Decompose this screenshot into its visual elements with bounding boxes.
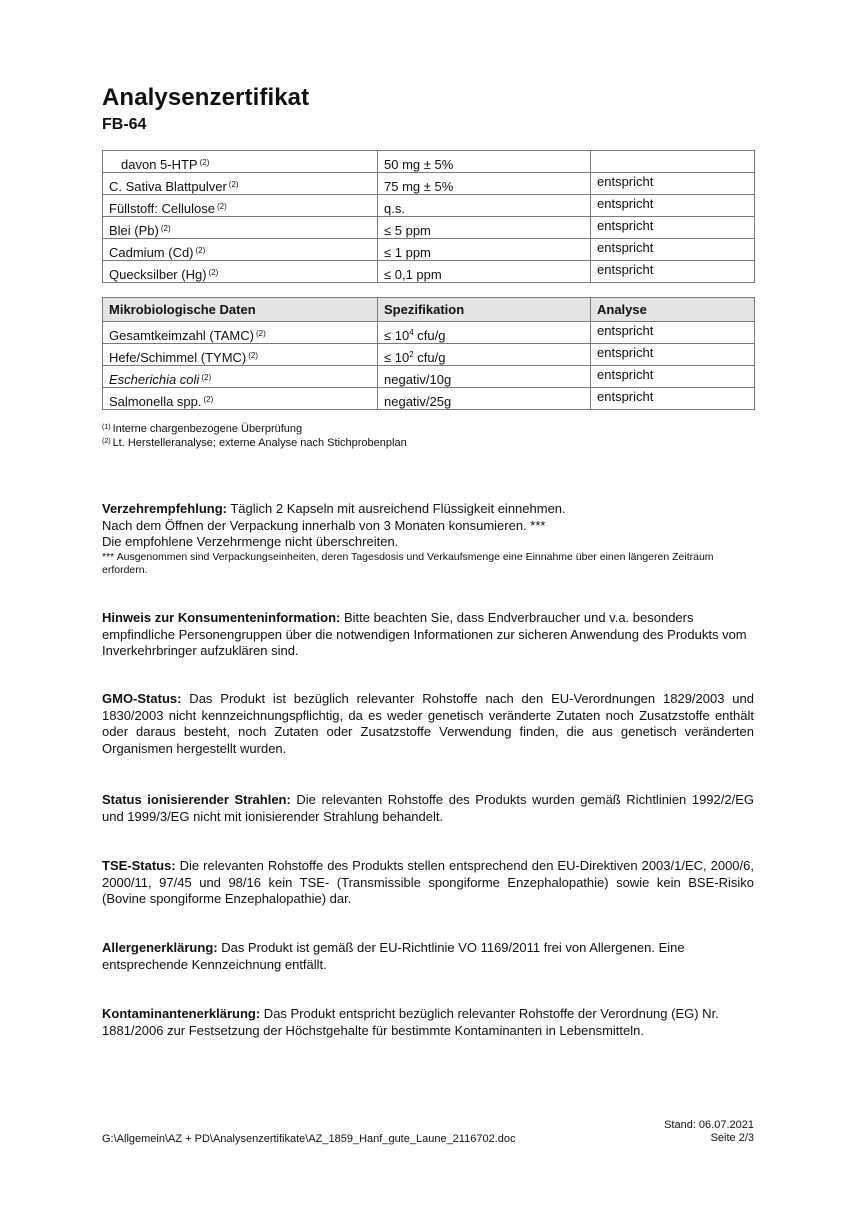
table-row (103, 151, 755, 173)
row-spec: 75 mg ± 5% (378, 173, 591, 195)
document-title: Analysenzertifikat (102, 84, 310, 111)
row-name: Quecksilber (Hg) $^{(2)}$ (103, 261, 378, 283)
section-label: Verzehrempfehlung: (102, 501, 227, 516)
section-label: Kontaminantenerklärung: (102, 1006, 261, 1021)
footnote-2: $^{(2)}$ Lt. Herstelleranalyse; externe Analyse nach Stichprobenplan (102, 437, 407, 449)
row-name: Blei (Pb) $^{(2)}$ (103, 217, 378, 239)
table-row (103, 388, 755, 410)
composition-table (102, 150, 755, 283)
kontaminantenerklaerung-section: Kontaminantenerklärung: Das Produkt entspricht bezüglich relevanter Rohstoffe der Verordnung (EG) Nr. 1881/2006 zur Festsetzung der Höchstgehalte für bestimmte Kontaminanten in Lebensmitteln. (102, 1006, 719, 1038)
row-analysis: entspricht (591, 322, 755, 344)
verzehr-note: *** Ausgenommen sind Verpackungseinheiten, deren Tagesdosis und Verkaufsmenge eine Einnahme über einen längeren Zeitraum erfordern. (102, 550, 714, 576)
footnote-1: $^{(1)}$ Interne chargenbezogene Überprüfung (102, 423, 303, 435)
table-row (103, 239, 755, 261)
section-label: TSE-Status: (102, 858, 176, 873)
table-row (103, 344, 755, 366)
section-label: Allergenerklärung: (102, 940, 218, 955)
row-spec: ≤ $10^4$ cfu/g (378, 322, 591, 344)
table-row (103, 261, 755, 283)
row-analysis: entspricht (591, 388, 755, 410)
header-mikrobiologische-daten: Mikrobiologische Daten (103, 298, 378, 322)
section-label: Hinweis zur Konsumenteninformation: (102, 610, 341, 625)
row-name: Füllstoff: Cellulose $^{(2)}$ (103, 195, 378, 217)
gmo-status-section: GMO-Status: Das Produkt ist bezüglich relevanter Rohstoffe nach den EU-Verordnungen 1829/2003 und 1830/2003 nicht kennzeichnungspflichtig, da es weder genetisch veränderte Zutaten noch Zusatzstoffe enthält oder daraus besteht, noch Zutaten oder Zusatzstoffe Verwendung finden, die aus genetisch veränderten Organismen hergestellt wurden. (102, 691, 754, 756)
table-row (103, 366, 755, 388)
row-name: Cadmium (Cd) $^{(2)}$ (103, 239, 378, 261)
row-spec: 50 mg ± 5% (378, 151, 591, 173)
tse-status-section: TSE-Status: Die relevanten Rohstoffe des Produkts stellen entsprechend den EU-Direktiven 2003/1/EC, 2000/6, 2000/11, 97/45 und 98/16 kein TSE- (Transmissible spongiforme Enzephalopathie) sowie kein BSE-Risiko (Bovine spongiforme Enzephalopathie) dar. (102, 858, 754, 906)
row-spec: ≤ 5 ppm (378, 217, 591, 239)
strahlen-status-section: Status ionisierender Strahlen: Die relevanten Rohstoffe des Produkts wurden gemäß Richtlinien 1992/2/EG und 1999/3/EG nicht mit ionisierender Strahlung behandelt. (102, 792, 755, 824)
row-spec: ≤ 0,1 ppm (378, 261, 591, 283)
row-spec: ≤ $10^2$ cfu/g (378, 344, 591, 366)
row-analysis: entspricht (591, 261, 755, 283)
row-name: Salmonella spp. $^{(2)}$ (103, 388, 378, 410)
table-row (103, 322, 755, 344)
row-analysis: entspricht (591, 173, 755, 195)
row-name: Hefe/Schimmel (TYMC) $^{(2)}$ (103, 344, 378, 366)
stand-date: Stand: 06.07.2021 (664, 1119, 754, 1131)
row-analysis: entspricht (591, 239, 755, 261)
table-row (103, 217, 755, 239)
section-label: Status ionisierender Strahlen: (102, 792, 291, 807)
allergenerklaerung-section: Allergenerklärung: Das Produkt ist gemäß der EU-Richtlinie VO 1169/2011 frei von Allergenen. Eine entsprechende Kennzeichnung entfällt. (102, 940, 685, 972)
verzehrempfehlung-section: Verzehrempfehlung: Täglich 2 Kapseln mit ausreichend Flüssigkeit einnehmen. Nach dem Öffnen der Verpackung innerhalb von 3 Monaten konsumieren. *** Die empfohlene Verzehrmenge nicht überschreiten. *** Ausgenommen sind Verpackungseinheiten, deren Tagesdosis und Verkaufsmenge eine Einnahme über einen längeren Zeitraum erfordern. (102, 501, 754, 577)
row-analysis: entspricht (591, 366, 755, 388)
row-spec: negativ/10g (378, 366, 591, 388)
row-name: C. Sativa Blattpulver $^{(2)}$ (103, 173, 378, 195)
row-analysis: entspricht (591, 344, 755, 366)
row-analysis: entspricht (591, 195, 755, 217)
header-analyse: Analyse (591, 298, 755, 322)
table-header-row (103, 298, 755, 322)
footer-meta (664, 1119, 754, 1145)
document-code: FB-64 (102, 116, 147, 133)
page-number: Seite 2/3 (710, 1132, 754, 1144)
document-path: G:\Allgemein\AZ + PD\Analysenzertifikate\AZ_1859_Hanf_gute_Laune_2116702.doc (102, 1133, 516, 1145)
konsumenteninformation-section: Hinweis zur Konsumenteninformation: Bitte beachten Sie, dass Endverbraucher und v.a. besonders empfindliche Personengruppen über die notwendigen Informationen zur sicheren Anwendung des Produkts vom Inverkehrbringer aufzuklären sind. (102, 610, 747, 658)
row-name: davon 5-HTP $^{(2)}$ (103, 151, 378, 173)
row-analysis (591, 151, 755, 173)
table-row (103, 195, 755, 217)
row-spec: negativ/25g (378, 388, 591, 410)
header-spezifikation: Spezifikation (378, 298, 591, 322)
row-spec: q.s. (378, 195, 591, 217)
row-spec: ≤ 1 ppm (378, 239, 591, 261)
row-analysis: entspricht (591, 217, 755, 239)
table-row (103, 173, 755, 195)
row-name: Gesamtkeimzahl (TAMC) $^{(2)}$ (103, 322, 378, 344)
row-name: Escherichia coli $^{(2)}$ (103, 366, 378, 388)
microbiology-table (102, 297, 755, 410)
section-label: GMO-Status: (102, 691, 182, 706)
